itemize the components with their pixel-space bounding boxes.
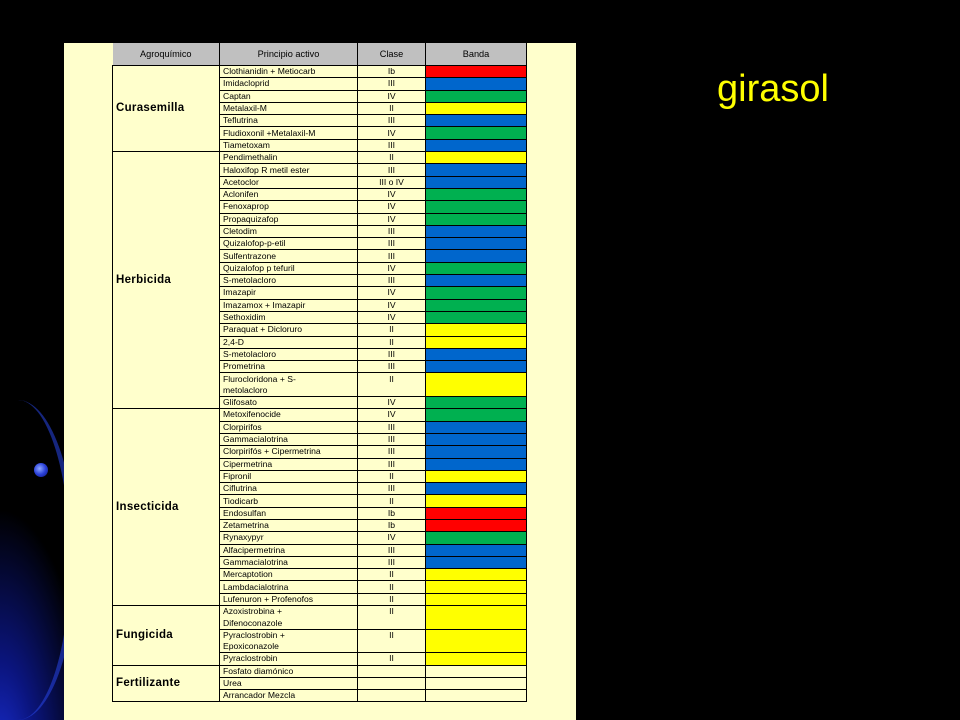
clase-cell: III <box>358 139 426 151</box>
banda-color-cell <box>426 593 527 605</box>
clase-cell: IV <box>358 299 426 311</box>
header-principio-activo: Principio activo <box>220 43 358 66</box>
clase-cell: III <box>358 250 426 262</box>
clase-cell: II <box>358 606 426 618</box>
spreadsheet-image <box>64 43 576 720</box>
banda-color-cell <box>426 102 527 114</box>
banda-color-cell <box>426 569 527 581</box>
banda-color-cell <box>426 225 527 237</box>
banda-color-cell <box>426 470 527 482</box>
clase-cell: III <box>358 225 426 237</box>
principio-activo-cell: Metoxifenocide <box>220 409 358 421</box>
principio-activo-cell: Tiametoxam <box>220 139 358 151</box>
principio-activo-cell: Gammacialotrina <box>220 433 358 445</box>
banda-color-cell <box>426 495 527 507</box>
clase-cell: III o IV <box>358 176 426 188</box>
principio-activo-cell: Teflutrina <box>220 115 358 127</box>
header-clase: Clase <box>358 43 426 66</box>
banda-color-cell <box>426 188 527 200</box>
clase-cell: II <box>358 569 426 581</box>
clase-cell <box>358 690 426 702</box>
principio-activo-cell: S-metolacloro <box>220 275 358 287</box>
banda-color-cell <box>426 324 527 336</box>
clase-cell: III <box>358 238 426 250</box>
category-cell: Fertilizante <box>113 665 220 702</box>
clase-cell <box>358 665 426 677</box>
banda-color-cell <box>426 176 527 188</box>
clase-cell: III <box>358 483 426 495</box>
banda-color-cell <box>426 115 527 127</box>
clase-cell: Ib <box>358 519 426 531</box>
table-header-row <box>113 43 527 66</box>
table-row <box>113 665 527 677</box>
principio-activo-cell: Clothianidin + Metiocarb <box>220 66 358 78</box>
banda-color-cell <box>426 409 527 421</box>
banda-color-cell <box>426 385 527 397</box>
banda-color-cell <box>426 336 527 348</box>
banda-color-cell <box>426 262 527 274</box>
banda-color-cell <box>426 617 527 629</box>
principio-activo-cell: Quizalofop p tefuril <box>220 262 358 274</box>
banda-color-cell <box>426 127 527 139</box>
banda-color-cell <box>426 690 527 702</box>
principio-activo-cell: Fosfato diamónico <box>220 665 358 677</box>
banda-color-cell <box>426 653 527 665</box>
header-banda: Banda <box>426 43 527 66</box>
principio-activo-cell: Urea <box>220 677 358 689</box>
table-row <box>113 66 527 78</box>
clase-cell: IV <box>358 201 426 213</box>
table-row <box>113 409 527 421</box>
principio-activo-cell: Captan <box>220 90 358 102</box>
principio-activo-cell: Paraquat + Dicloruro <box>220 324 358 336</box>
clase-cell <box>358 385 426 397</box>
banda-color-cell <box>426 629 527 641</box>
banda-color-cell <box>426 299 527 311</box>
clase-cell: Ib <box>358 507 426 519</box>
clase-cell: III <box>358 458 426 470</box>
clase-cell: II <box>358 495 426 507</box>
principio-activo-cell: Gammacialotrina <box>220 556 358 568</box>
clase-cell: IV <box>358 127 426 139</box>
clase-cell: IV <box>358 188 426 200</box>
principio-activo-cell: Epoxiconazole <box>220 641 358 653</box>
banda-color-cell <box>426 275 527 287</box>
principio-activo-cell: Difenoconazole <box>220 617 358 629</box>
principio-activo-cell: Fipronil <box>220 470 358 482</box>
principio-activo-cell: Flurocloridona + S- <box>220 373 358 385</box>
bullet-dot <box>34 463 48 477</box>
banda-color-cell <box>426 250 527 262</box>
header-agroquimico: Agroquímico <box>113 43 220 66</box>
principio-activo-cell: Metalaxil-M <box>220 102 358 114</box>
clase-cell: IV <box>358 397 426 409</box>
banda-color-cell <box>426 90 527 102</box>
clase-cell: IV <box>358 532 426 544</box>
principio-activo-cell: Imazapir <box>220 287 358 299</box>
agrochemical-table <box>112 43 527 702</box>
banda-color-cell <box>426 373 527 385</box>
category-cell: Fungicida <box>113 606 220 665</box>
banda-color-cell <box>426 397 527 409</box>
principio-activo-cell: Rynaxypyr <box>220 532 358 544</box>
clase-cell: III <box>358 275 426 287</box>
banda-color-cell <box>426 152 527 164</box>
banda-color-cell <box>426 446 527 458</box>
clase-cell: II <box>358 324 426 336</box>
principio-activo-cell: Pendimethalin <box>220 152 358 164</box>
banda-color-cell <box>426 139 527 151</box>
banda-color-cell <box>426 287 527 299</box>
banda-color-cell <box>426 78 527 90</box>
principio-activo-cell: Mercaptotion <box>220 569 358 581</box>
principio-activo-cell: Glifosato <box>220 397 358 409</box>
principio-activo-cell: Arrancador Mezcla <box>220 690 358 702</box>
principio-activo-cell: Fludioxonil +Metalaxil-M <box>220 127 358 139</box>
banda-color-cell <box>426 66 527 78</box>
banda-color-cell <box>426 532 527 544</box>
clase-cell: II <box>358 470 426 482</box>
clase-cell: Ib <box>358 66 426 78</box>
clase-cell <box>358 677 426 689</box>
banda-color-cell <box>426 361 527 373</box>
clase-cell: IV <box>358 90 426 102</box>
banda-color-cell <box>426 544 527 556</box>
banda-color-cell <box>426 507 527 519</box>
principio-activo-cell: Propaquizafop <box>220 213 358 225</box>
principio-activo-cell: Ciflutrina <box>220 483 358 495</box>
principio-activo-cell: Cipermetrina <box>220 458 358 470</box>
banda-color-cell <box>426 519 527 531</box>
banda-color-cell <box>426 421 527 433</box>
banda-color-cell <box>426 641 527 653</box>
clase-cell: III <box>358 446 426 458</box>
clase-cell: III <box>358 115 426 127</box>
banda-color-cell <box>426 311 527 323</box>
principio-activo-cell: Clorpirifos <box>220 421 358 433</box>
banda-color-cell <box>426 213 527 225</box>
banda-color-cell <box>426 606 527 618</box>
principio-activo-cell: Sethoxidim <box>220 311 358 323</box>
clase-cell: III <box>358 361 426 373</box>
clase-cell <box>358 641 426 653</box>
principio-activo-cell: Imidacloprid <box>220 78 358 90</box>
clase-cell: II <box>358 102 426 114</box>
clase-cell: III <box>358 78 426 90</box>
clase-cell: II <box>358 336 426 348</box>
clase-cell: IV <box>358 262 426 274</box>
banda-color-cell <box>426 581 527 593</box>
banda-color-cell <box>426 483 527 495</box>
banda-color-cell <box>426 677 527 689</box>
category-cell: Curasemilla <box>113 66 220 152</box>
category-cell: Insecticida <box>113 409 220 606</box>
banda-color-cell <box>426 164 527 176</box>
clase-cell: III <box>358 556 426 568</box>
clase-cell: III <box>358 421 426 433</box>
clase-cell: IV <box>358 409 426 421</box>
table-row <box>113 152 527 164</box>
principio-activo-cell: Lambdacialotrina <box>220 581 358 593</box>
principio-activo-cell: Pyraclostrobin + <box>220 629 358 641</box>
table-row <box>113 606 527 618</box>
clase-cell <box>358 617 426 629</box>
principio-activo-cell: Prometrina <box>220 361 358 373</box>
principio-activo-cell: Aclonifen <box>220 188 358 200</box>
principio-activo-cell: Cletodim <box>220 225 358 237</box>
principio-activo-cell: Pyraclostrobin <box>220 653 358 665</box>
principio-activo-cell: 2,4-D <box>220 336 358 348</box>
principio-activo-cell: Sulfentrazone <box>220 250 358 262</box>
clase-cell: III <box>358 164 426 176</box>
principio-activo-cell: Quizalofop-p-etil <box>220 238 358 250</box>
banda-color-cell <box>426 665 527 677</box>
banda-color-cell <box>426 433 527 445</box>
clase-cell: IV <box>358 287 426 299</box>
clase-cell: III <box>358 433 426 445</box>
clase-cell: II <box>358 629 426 641</box>
principio-activo-cell: Alfacipermetrina <box>220 544 358 556</box>
banda-color-cell <box>426 348 527 360</box>
banda-color-cell <box>426 458 527 470</box>
principio-activo-cell: Acetoclor <box>220 176 358 188</box>
clase-cell: II <box>358 152 426 164</box>
principio-activo-cell: Zetametrina <box>220 519 358 531</box>
principio-activo-cell: Endosulfan <box>220 507 358 519</box>
principio-activo-cell: Azoxistrobina + <box>220 606 358 618</box>
clase-cell: III <box>358 348 426 360</box>
clase-cell: II <box>358 653 426 665</box>
clase-cell: III <box>358 544 426 556</box>
principio-activo-cell: Imazamox + Imazapir <box>220 299 358 311</box>
principio-activo-cell: metolacloro <box>220 385 358 397</box>
principio-activo-cell: S-metolacloro <box>220 348 358 360</box>
slide-title: girasol <box>717 68 829 110</box>
principio-activo-cell: Lufenuron + Profenofos <box>220 593 358 605</box>
clase-cell: II <box>358 581 426 593</box>
clase-cell: IV <box>358 213 426 225</box>
banda-color-cell <box>426 201 527 213</box>
principio-activo-cell: Fenoxaprop <box>220 201 358 213</box>
principio-activo-cell: Tiodicarb <box>220 495 358 507</box>
clase-cell: IV <box>358 311 426 323</box>
banda-color-cell <box>426 238 527 250</box>
category-cell: Herbicida <box>113 152 220 409</box>
principio-activo-cell: Haloxifop R metil ester <box>220 164 358 176</box>
clase-cell: II <box>358 593 426 605</box>
banda-color-cell <box>426 556 527 568</box>
clase-cell: II <box>358 373 426 385</box>
principio-activo-cell: Clorpirifós + Cipermetrina <box>220 446 358 458</box>
